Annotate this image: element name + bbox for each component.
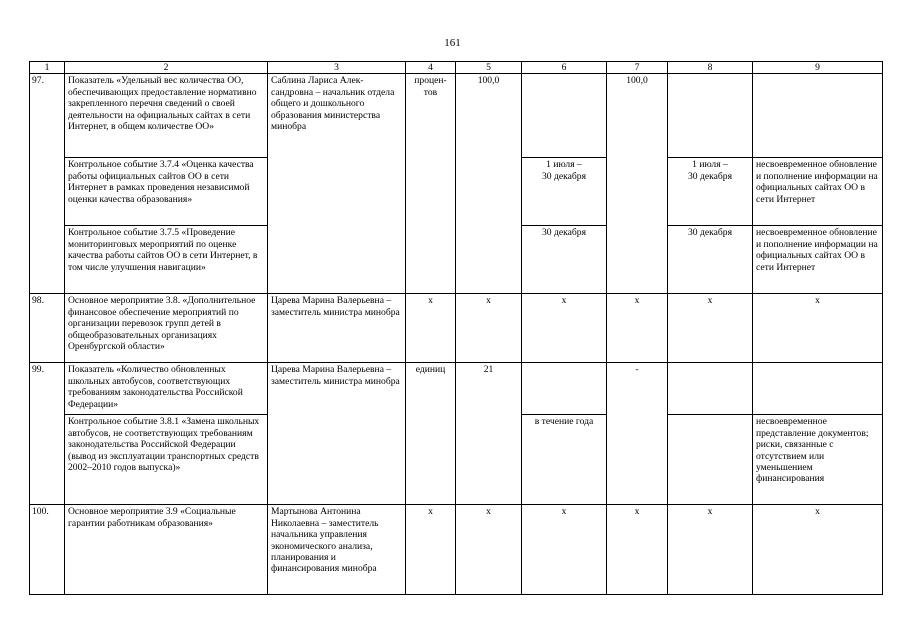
value-cell: х [753,294,883,363]
column-number-row [30,62,883,74]
responsible-cell: Мартынова Антонина Николаевна – заместитель начальника управления экономического анализа, планирования и финансирования минобра [268,505,406,595]
value-cell: х [753,505,883,595]
value-cell: х [406,294,456,363]
event-cell: Контрольное событие 3.7.4 «Оценка качества работы официальных сайтов ОО в сети Интернет в рамках проведения независимой оценки качества образования» [65,158,268,226]
date-cell [668,363,753,415]
value-cell: х [607,294,668,363]
value-cell: х [522,294,607,363]
value-cell: - [607,363,668,505]
value-cell: х [456,294,522,363]
risk-cell: несвоевременное обновление и пополнение информации на официальных сайтах ОО в сети Интернет [753,158,883,226]
indicator-cell: Основное мероприятие 3.8. «Дополнительное финансовое обеспечение мероприятий по организации перевозок групп детей в общеобразовательных организациях Оренбургской области» [65,294,268,363]
row-number: 97. [30,74,65,294]
date-cell [668,415,753,505]
value-cell: х [406,505,456,595]
date-cell: 1 июля – 30 декабря [522,158,607,226]
indicator-cell: Показатель «Удельный вес количества ОО, обеспечивающих предоставление нормативно закрепленного перечня сведений о своей деятельности на официальных сайтах в сети Интернет, в общем количестве ОО» [65,74,268,158]
table-row [30,74,883,158]
row-number: 100. [30,505,65,595]
indicator-cell: Основное мероприятие 3.9 «Социальные гарантии работникам образования» [65,505,268,595]
value-cell: х [607,505,668,595]
value-cell: х [456,505,522,595]
responsible-cell: Царева Марина Валерьевна – заместитель министра минобра [268,363,406,505]
unit-cell: процен-тов [406,74,456,294]
row-number: 99. [30,363,65,505]
column-header: 4 [406,62,456,74]
column-header: 7 [607,62,668,74]
column-header: 3 [268,62,406,74]
date-cell: в течение года [522,415,607,505]
value-cell: х [668,294,753,363]
value-cell: 21 [456,363,522,505]
value-cell: 100,0 [607,74,668,294]
column-header: 5 [456,62,522,74]
date-cell [522,74,607,158]
table-row [30,294,883,363]
date-cell [668,74,753,158]
page-number: 161 [444,37,461,49]
column-header: 8 [668,62,753,74]
date-cell: 30 декабря [522,226,607,294]
value-cell: х [668,505,753,595]
responsible-cell: Царева Марина Валерьевна – заместитель министра минобра [268,294,406,363]
risk-cell: несвоевременное представление документов; риски, связанные с отсутствием или уменьшением финансирования [753,415,883,505]
row-number: 98. [30,294,65,363]
event-cell: Контрольное событие 3.7.5 «Проведение мониторинговых мероприятий по оценке качества работы сайтов ОО в сети Интернет, в том числе улучшения навигации» [65,226,268,294]
column-header: 9 [753,62,883,74]
indicator-cell: Показатель «Количество обновленных школьных автобусов, соответствующих требованиям законодательства Российской Федерации» [65,363,268,415]
date-cell: 1 июля – 30 декабря [668,158,753,226]
value-cell: х [522,505,607,595]
value-cell: 100,0 [456,74,522,294]
table-row [30,363,883,415]
risk-cell [753,74,883,158]
risk-cell [753,363,883,415]
event-cell: Контрольное событие 3.8.1 «Замена школьных автобусов, не соответствующих требованиям законодательства Российской Федерации (вывод из эксплуатации транспортных средств 2002–2010 годов выпуска)» [65,415,268,505]
risk-cell: несвоевременное обновление и пополнение информации на официальных сайтах ОО в сети Интернет [753,226,883,294]
responsible-cell: Саблина Лариса Алек-сандровна – начальник отдела общего и дошкольного образования министерства минобра [268,74,406,294]
plan-table [29,61,883,595]
column-header: 6 [522,62,607,74]
unit-cell: единиц [406,363,456,505]
date-cell: 30 декабря [668,226,753,294]
column-header: 2 [65,62,268,74]
date-cell [522,363,607,415]
table-row [30,505,883,595]
column-header: 1 [30,62,65,74]
